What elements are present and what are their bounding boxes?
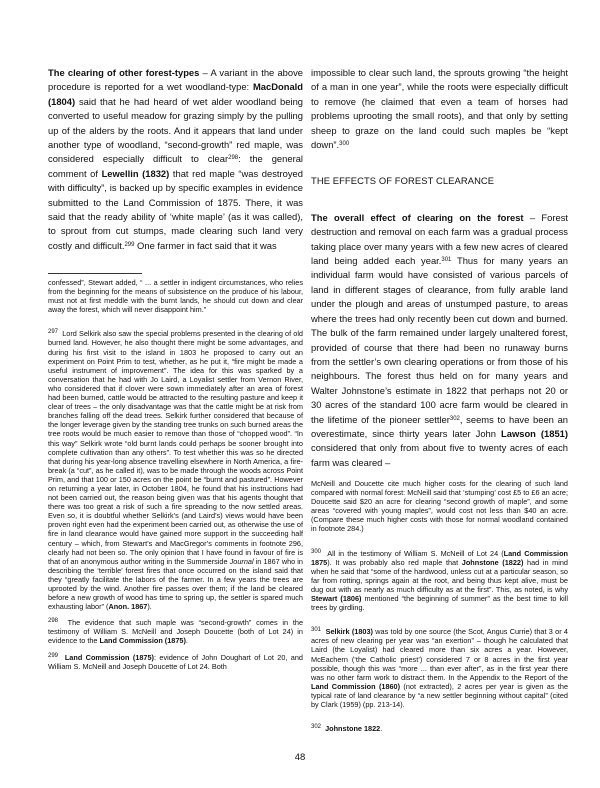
section-heading: THE EFFECTS OF FOREST CLEARANCE <box>311 175 495 187</box>
footnote-302: $^{302}$ Johnstone 1822. <box>311 724 383 734</box>
citation-lawson: Lawson (1851) <box>501 427 569 439</box>
citation-lewellin: Lewellin (1832) <box>101 167 170 179</box>
footnote-299: $^{299}$ Land Commission (1875): evidence of John Doughart of Lot 20, and William S. McNeill and Joseph Doucette of Lot 24. Both <box>48 652 303 671</box>
left-body-text <box>48 66 303 253</box>
footnote-continuation-right: McNeill and Doucette cite much higher costs for the clearing of such land compared with normal forest: McNeill said that ‘stumping’ cost £5 to £6 an acre; Doucette said $20 an acre for clearing “second growth of maple”, and some areas “covered with young maples”, would cost not less than $40 an acre. (Compare these much higher costs with those for normal woodland contained in footnote 284.) <box>311 479 568 534</box>
overall-effect-heading: The overall effect of clearing on the forest <box>311 211 524 223</box>
footnote-ref-299: 299 <box>124 241 135 248</box>
forest-types-heading: The clearing of other forest-types <box>48 67 200 78</box>
right-body-text <box>311 66 568 470</box>
footnote-divider-left <box>48 273 142 274</box>
footnote-ref-302: 302 <box>449 415 460 422</box>
right-footnotes <box>311 479 568 733</box>
footnote-ref-300: 300 <box>339 141 350 148</box>
overall-effect-paragraph: The overall effect of clearing on the forest – Forest destruction and removal on each farm was a gradual process taking place over many years with a few new acres of cleared land being added each year.$^{301}$ Thus for many years an individual farm would have consisted of various parcels of land in different stages of clearance, from fully arable land under the plough and areas of unstumped pasture, to areas where the trees had only recently been cut down and burned. The bulk of the farm remained under largely unaltered forest, provided of course that there had been no runaway burns from the settler’s own clearing operations or from those of his neighbours. The forest thus held on for many years and Walter Johnstone’s estimate in 1822 that perhaps not 20 or 30 acres of the standard 100 acre farm would be cleared in the lifetime of the pioneer settler$^{302}$, seems to have been an overestimate, since thirty years later John Lawson (1851) considered that only from about five to twenty acres of each farm was cleared – <box>311 211 569 468</box>
page-number: 48 <box>294 752 306 763</box>
footnote-297: $^{297}$ Lord Selkirk also saw the special problems presented in the clearing of old burned land. However, he also thought there might be some advantages, and during his first visit to the island in 1803 he proposed to carry out an experiment on Point Prim to test, whether, as he put it, “fire might be made a useful instrument of improvement”. The idea for this was sparked by a conversation that he had with Jo Laird, a Loyalist settler from Vernon River, who considered that if clover were sown immediately after an area of forest had been burned, cattle would be attracted to the resulting pasture and keep it clear of trees – the only disadvantage was that the cattle might be at risk from branches falling off the dead trees. Selkirk further considered that because of the longer leverage given by the standing tree trunks on such burned areas the tree roots would be much easier to remove than those of “chopped wood”. “In this way” Selkirk wrote “old burnt lands could perhaps be sooner brought into complete cultivation than any others”. To test whether this was so he directed that during his year-long absence travelling elsewhere in North America, a fire-break (a “cut”, as he called it), was to be made through the woods across Point Prim, and that 100 or 150 acres on the point be “burnt and pastured”. However on returning a year later, in October 1804, he found that his instructions had not been carried out, the reason being given was that his agents thought that there was too great a risk of such a fire spreading to the now settled areas. Even so, it is doubtful whether Selkirk’s (and Laird’s) views would have been proven right even had the experiment been carried out, as otherwise the use of fire in land clearance would have gained more support in the succeeding half century – which, from Stewart’s and MacGregor’s comments in footnote 296, clearly had not been so. The only opinion that I have found in favour of fire is that of an anonymous author writing in the Summerside Journal in 1867 who in describing the ‘terrible’ forest fires that once occurred on the island said that they “greatly facilitate the labors of the farmer. In a few years the trees are uprooted by the wind. Another fire passes over them; if the land be cleared before a new growth of wood has time to spring up, the settler is spared much exhausting labor” (Anon. 1867). <box>48 329 303 612</box>
footnote-ref-301: 301 <box>441 257 452 264</box>
footnote-298: $^{298}$ The evidence that such maple was “second-growth” comes in the testimony of William S. McNeill and Joseph Doucette (both of Lot 24) in evidence to the Land Commission (1875). <box>48 618 303 646</box>
continuation-paragraph: impossible to clear such land, the sprouts growing “the height of a man in one year”, while the roots were especially difficult to remove (he claimed that even a team of horses had problems uprooting the small roots), and that only by setting sheep to graze on the land could such maples be “kept down”.$^{300}$ <box>311 67 568 151</box>
footnote-ref-298: 298 <box>228 155 239 162</box>
forest-types-paragraph: The clearing of other forest-types – A variant in the above procedure is reported for a wet woodland-type: MacDonald (1804) said that he had heard of wet alder woodland being converted to useful meadow for grazing simply by the pulling up of the alders by the roots. And it appears that land under another type of woodland, “second-growth” red maple, was considered especially difficult to clear$^{298}$: the general comment of Lewellin (1832) that red maple “was destroyed with difficulty”, is backed up by specific examples in evidence submitted to the Land Commission of 1875. There, it was said that the ready ability of ‘white maple’ (as it was called), to sprout from cut stumps, made clearing such land very costly and difficult.$^{299}$ One farmer in fact said that it was <box>48 67 303 251</box>
footnote-301: $^{301}$ Selkirk (1803) was told by one source (the Scot, Angus Currie) that 3 or 4 acres of new clearing per year was “an exertion” – though he calculated that Laird (the Loyalist) had cleared more than six acres a year. However, McEachern (‘the Catholic priest’) considered 7 or 8 acres in the first year possible, though this was “more ... than ever after”, as in the first year there was no other farm work to distract them. In the Appendix to the Report of the Land Commission (1860) (not extracted), 2 acres per year is given as the typical rate of land clearance by “a new settler beginning without capital” (cited by Clark (1959) (pp. 213-14). <box>311 627 568 709</box>
left-footnotes <box>48 278 303 671</box>
footnote-300: $^{300}$ All in the testimony of William S. McNeill of Lot 24 (Land Commission 1875). It was probably also red maple that Johnstone (1822) had in mind when he said that “some of the hardwood, unless cut at a particular season, so far from rotting, springs again at the root, and being thus kept alive, must be dug out with as nearly as much difficulty as at the first”. This, as noted, is why Stewart (1806) mentioned “the beginning of summer” as the best time to kill trees by girdling. <box>311 548 568 613</box>
citation-macdonald: MacDonald (1804) <box>48 81 303 107</box>
footnote-continuation-left: confessed”, Stewart added, “ ... a settler in indigent circumstances, who relies from the beginning for the means of subsistence on the produce of his labour, must not at first meddle with the burnt lands, he should cut down and clear away the forest, which will never disappoint him.” <box>48 278 303 315</box>
